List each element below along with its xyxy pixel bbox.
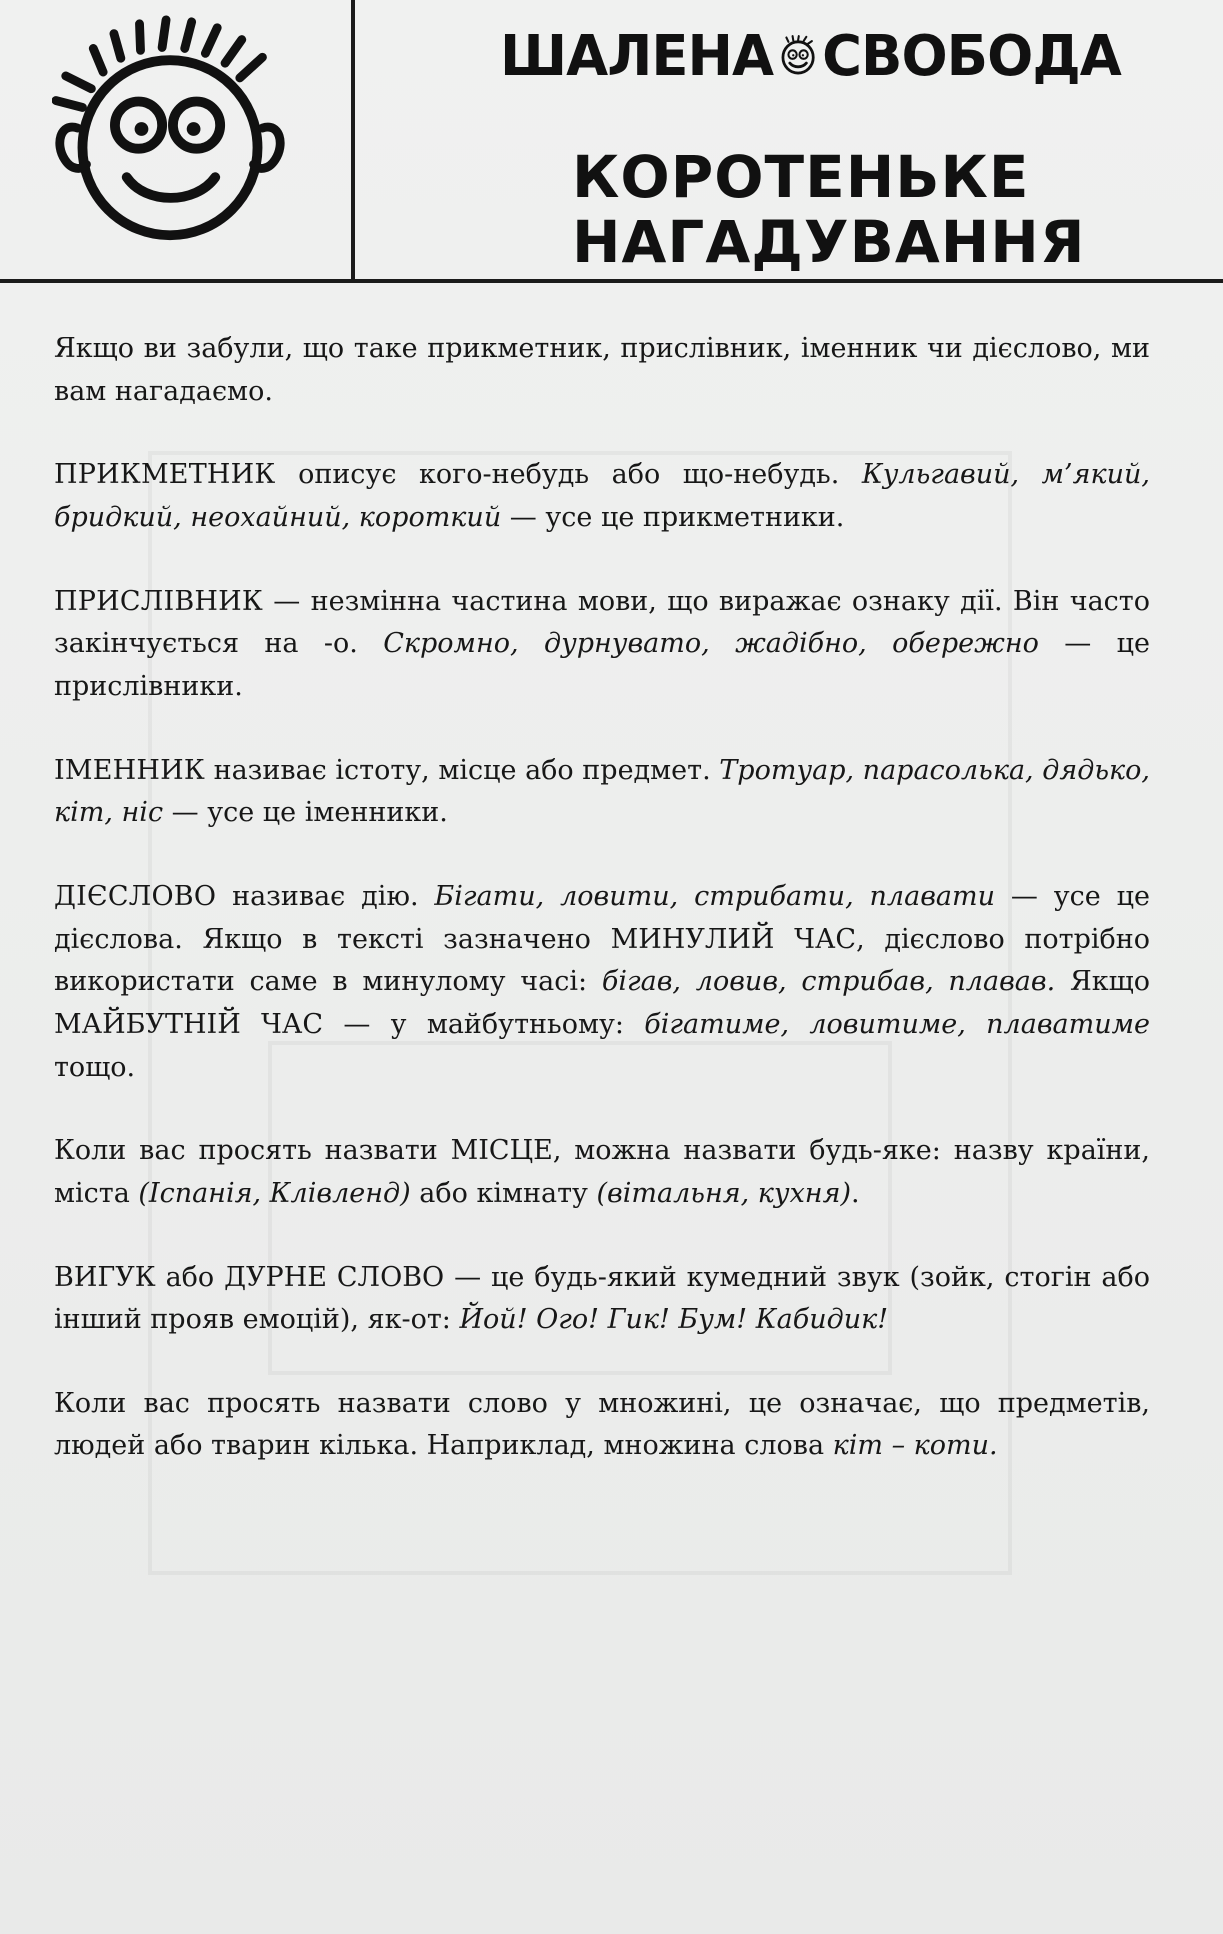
- interjection-start: ВИГУК або ДУРНЕ СЛОВО — це будь-який кумедний звук (зойк, стогін або інший прояв емоцій), як-от:: [54, 1261, 1150, 1336]
- verb-examples: Бігати, ловити, стрибати, плавати: [434, 880, 996, 912]
- noun-examples: Тротуар, парасолька, дядько, кіт, ніс: [54, 754, 1150, 829]
- past-tense-examples: бігав, ловив, стрибав, плавав.: [601, 966, 1056, 998]
- brand-left-text: ШАЛЕНА: [500, 23, 774, 89]
- page-title: [572, 142, 1132, 276]
- plural-start: Коли вас просять назвати слово у множині, це означає, що предметів, людей або тварин кілька. Наприклад, множина слова: [54, 1387, 1150, 1462]
- future-tense-intro: Якщо МАЙБУТНІЙ ЧАС — у майбутньому:: [54, 966, 1150, 1040]
- adverb-definition: — незмінна частина мови, що виражає ознаку дії. Він часто закінчується на -о.: [54, 585, 1150, 660]
- room-examples: (вітальня, кухня): [596, 1177, 851, 1209]
- title-line-2: НАГАДУВАННЯ: [572, 207, 1086, 276]
- intro-text: Якщо ви забули, що таке прикметник, прислівник, іменник чи дієслово, ми вам нагадаємо.: [54, 333, 1150, 407]
- intro-paragraph: [54, 328, 1150, 413]
- verb-term: ДІЄСЛОВО: [54, 880, 217, 912]
- smiley-face-icon: [52, 14, 288, 250]
- adjective-definition: описує кого-небудь або що-небудь.: [275, 459, 862, 491]
- brand-right-text: СВОБОДА: [822, 23, 1121, 89]
- noun-paragraph: [54, 750, 1150, 835]
- plural-examples: кіт – коти.: [832, 1430, 998, 1462]
- series-logo: [500, 16, 1121, 96]
- page-header: [0, 0, 1223, 283]
- verb-tail: тощо.: [54, 1051, 136, 1083]
- adverb-paragraph: [54, 581, 1150, 709]
- interjection-examples: Йой! Ого! Гик! Бум! Кабидик!: [459, 1304, 889, 1336]
- place-tail: .: [851, 1177, 860, 1209]
- future-tense-examples: бігатиме, ловитиме, плаватиме: [644, 1008, 1150, 1040]
- adjective-examples: Кульгавий, м’який, бридкий, неохайний, короткий: [54, 459, 1150, 533]
- reminder-text: [54, 328, 1150, 1468]
- title-line-1: КОРОТЕНЬКЕ: [572, 142, 1030, 211]
- adjective-term: ПРИКМЕТНИК: [54, 459, 276, 491]
- verb-definition: називає дію.: [216, 880, 435, 912]
- adverb-tail: — це прислівники.: [54, 628, 1150, 702]
- adverb-examples: Скромно, дурнувато, жадібно, обережно: [383, 628, 1039, 660]
- plural-paragraph: [54, 1383, 1150, 1468]
- noun-term: ІМЕННИК: [54, 754, 205, 786]
- city-examples: (Іспанія, Клівленд): [138, 1177, 411, 1209]
- place-middle: або кімнату: [410, 1177, 597, 1209]
- noun-definition: називає істоту, місце або предмет.: [204, 754, 720, 786]
- adjective-tail: — усе це прикметники.: [501, 501, 845, 533]
- adverb-term: ПРИСЛІВНИК: [54, 585, 263, 617]
- place-paragraph: [54, 1130, 1150, 1215]
- noun-tail: — усе це іменники.: [163, 797, 448, 829]
- small-smiley-icon: [777, 26, 818, 86]
- verb-paragraph: [54, 876, 1150, 1089]
- interjection-paragraph: [54, 1257, 1150, 1342]
- logo-panel: [0, 0, 355, 283]
- place-start: Коли вас просять назвати МІСЦЕ, можна назвати будь-яке: назву країни, міста: [54, 1135, 1150, 1209]
- adjective-paragraph: [54, 454, 1150, 539]
- verb-middle: — усе це дієслова. Якщо в тексті зазначено МИНУЛИЙ ЧАС, дієслово потрібно використати саме в минулому часі:: [54, 880, 1150, 998]
